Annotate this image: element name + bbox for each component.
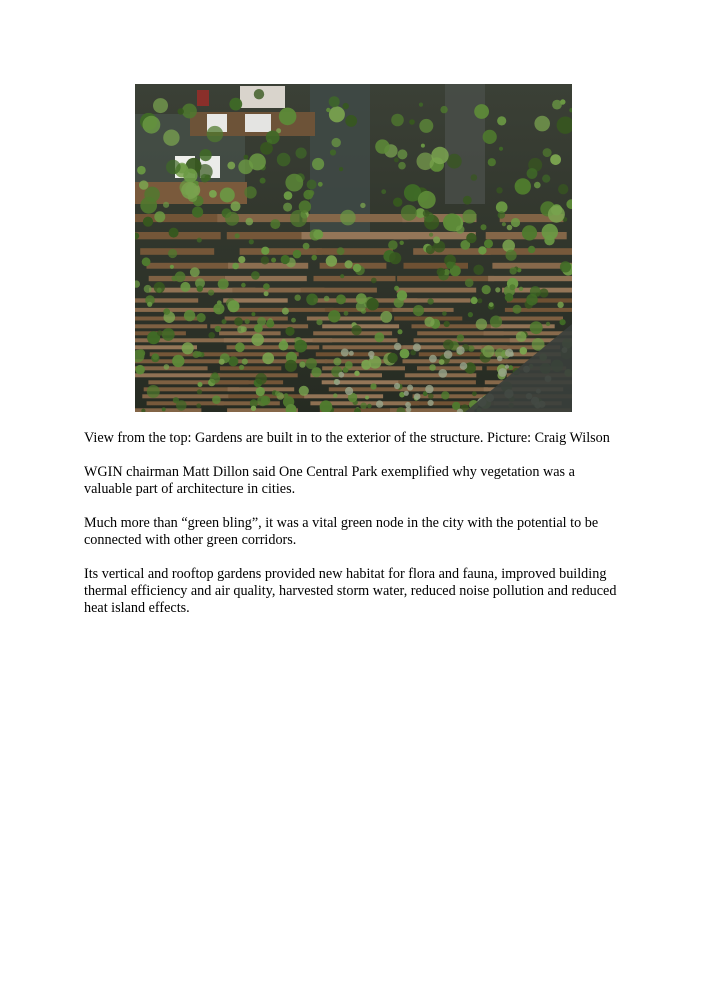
photo-illustration [135, 84, 572, 412]
paragraph-3: Its vertical and rooftop gardens provided new habitat for flora and fauna, improved building thermal efficiency and air quality, harvested storm water, reduced noise pollution and reduced heat island effects. [84, 566, 617, 616]
article-body [84, 464, 624, 634]
paragraph-1: WGIN chairman Matt Dillon said One Central Park exemplified why vegetation was a valuable part of architecture in cities. [84, 464, 575, 497]
paragraph-2: Much more than “green bling”, it was a vital green node in the city with the potential to be connected with other green corridors. [84, 515, 599, 548]
figure-caption: View from the top: Gardens are built in to the exterior of the structure. Picture: Craig Wilson [84, 430, 610, 446]
building-garden-photo [135, 84, 572, 412]
